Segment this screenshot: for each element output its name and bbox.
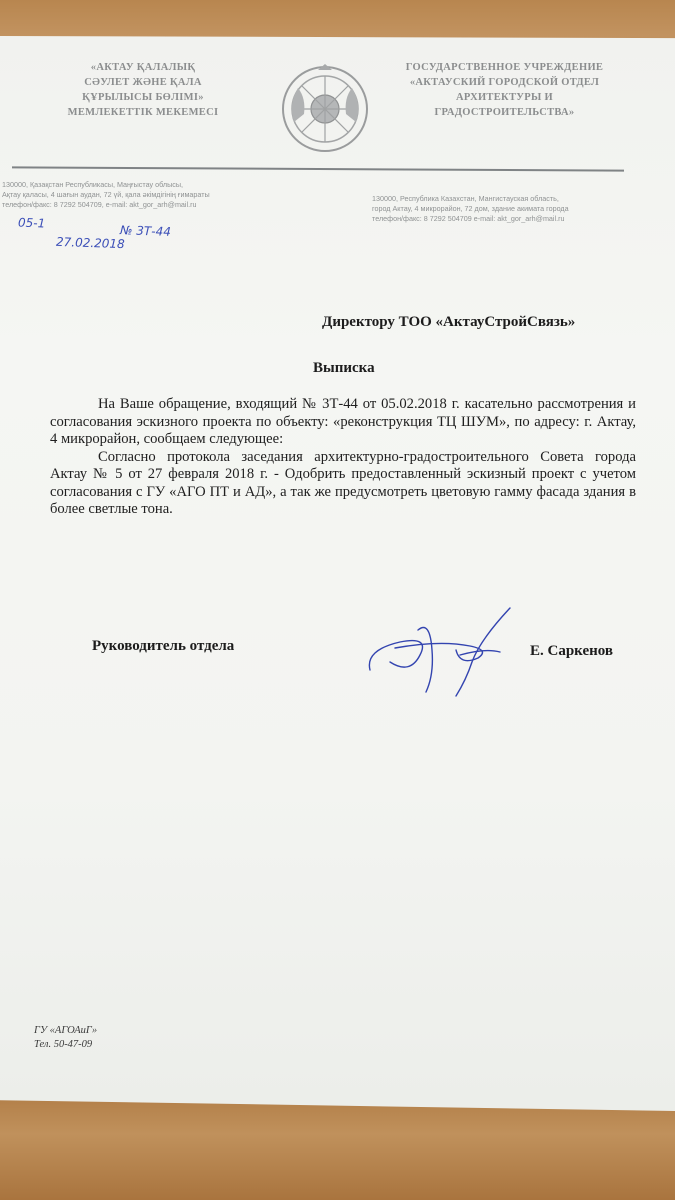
header-ru-line: АРХИТЕКТУРЫ И <box>456 92 553 103</box>
recipient-line: Директору ТОО «АктауСтройСвязь» <box>322 314 576 330</box>
header-ru-line: «АКТАУСКИЙ ГОРОДСКОЙ ОТДЕЛ <box>409 77 600 88</box>
address-kz-line: Ақтау қаласы, 4 шағын аудан, 72 үй, қала әкімдігінің ғимараты <box>2 190 210 199</box>
footer-phone: Тел. 50-47-09 <box>34 1039 93 1050</box>
address-russian <box>372 194 640 224</box>
signatory-name: Е. Саркенов <box>530 643 613 659</box>
document-title: Выписка <box>313 360 375 376</box>
body-paragraph: На Ваше обращение, входящий № 3Т-44 от 05.02.2018 г. касательно рассмотрения и согласования эскизного проекта по объекту: «реконструкция ТЦ ШУМ», по адресу: г. Актау, 4 микрорайон, сообщаем следующее: <box>50 396 636 447</box>
header-kz-line: «АКТАУ ҚАЛАЛЫҚ <box>90 62 196 73</box>
handwritten-signature <box>360 600 525 700</box>
handwritten-ref-number: 05-1 <box>17 215 46 231</box>
handwritten-in-number: № 3Т-44 <box>119 223 172 239</box>
kazakhstan-emblem-icon <box>280 64 370 154</box>
address-kz-line: 130000, Қазақстан Республикасы, Маңғыстау облысы, <box>2 180 184 189</box>
header-kz-line: СӘУЛЕТ ЖӘНЕ ҚАЛА <box>84 77 202 88</box>
header-ru-line: ГОСУДАРСТВЕННОЕ УЧРЕЖДЕНИЕ <box>405 62 604 73</box>
footer-contact <box>34 1024 97 1052</box>
address-kazakh <box>2 180 282 210</box>
footer-org: ГУ «АГОАиГ» <box>34 1025 98 1036</box>
signatory-position: Руководитель отдела <box>92 638 235 654</box>
handwritten-date: 27.02.2018 <box>55 234 125 252</box>
address-kz-line: телефон/факс: 8 7292 504709, e-mail: akt_gor_arh@mail.ru <box>2 200 197 209</box>
header-ru-line: ГРАДОСТРОИТЕЛЬСТВА» <box>434 107 575 118</box>
header-kazakh <box>58 60 228 120</box>
header-russian <box>392 60 617 120</box>
address-ru-line: 130000, Республика Казахстан, Мангистауская область, <box>372 194 559 203</box>
header-kz-line: ҚҰРЫЛЫСЫ БӨЛІМІ» <box>82 92 204 103</box>
address-ru-line: город Актау, 4 микрорайон, 72 дом, здание акимата города <box>372 204 569 213</box>
header-kz-line: МЕМЛЕКЕТТІК МЕКЕМЕСІ <box>67 107 219 118</box>
address-ru-line: телефон/факс: 8 7292 504709 e-mail: akt_gor_arh@mail.ru <box>372 214 565 223</box>
body-paragraph: Согласно протокола заседания архитектурно-градостроительного Совета города Актау № 5 от 27 февраля 2018 г. - Одобрить предоставленный эскизный проект с учетом согласования с ГУ «АГО ПТ и АД», а так же предусмотреть цветовую гамму фасада здания в более светлые тона. <box>50 448 636 517</box>
letter-body <box>50 396 636 519</box>
